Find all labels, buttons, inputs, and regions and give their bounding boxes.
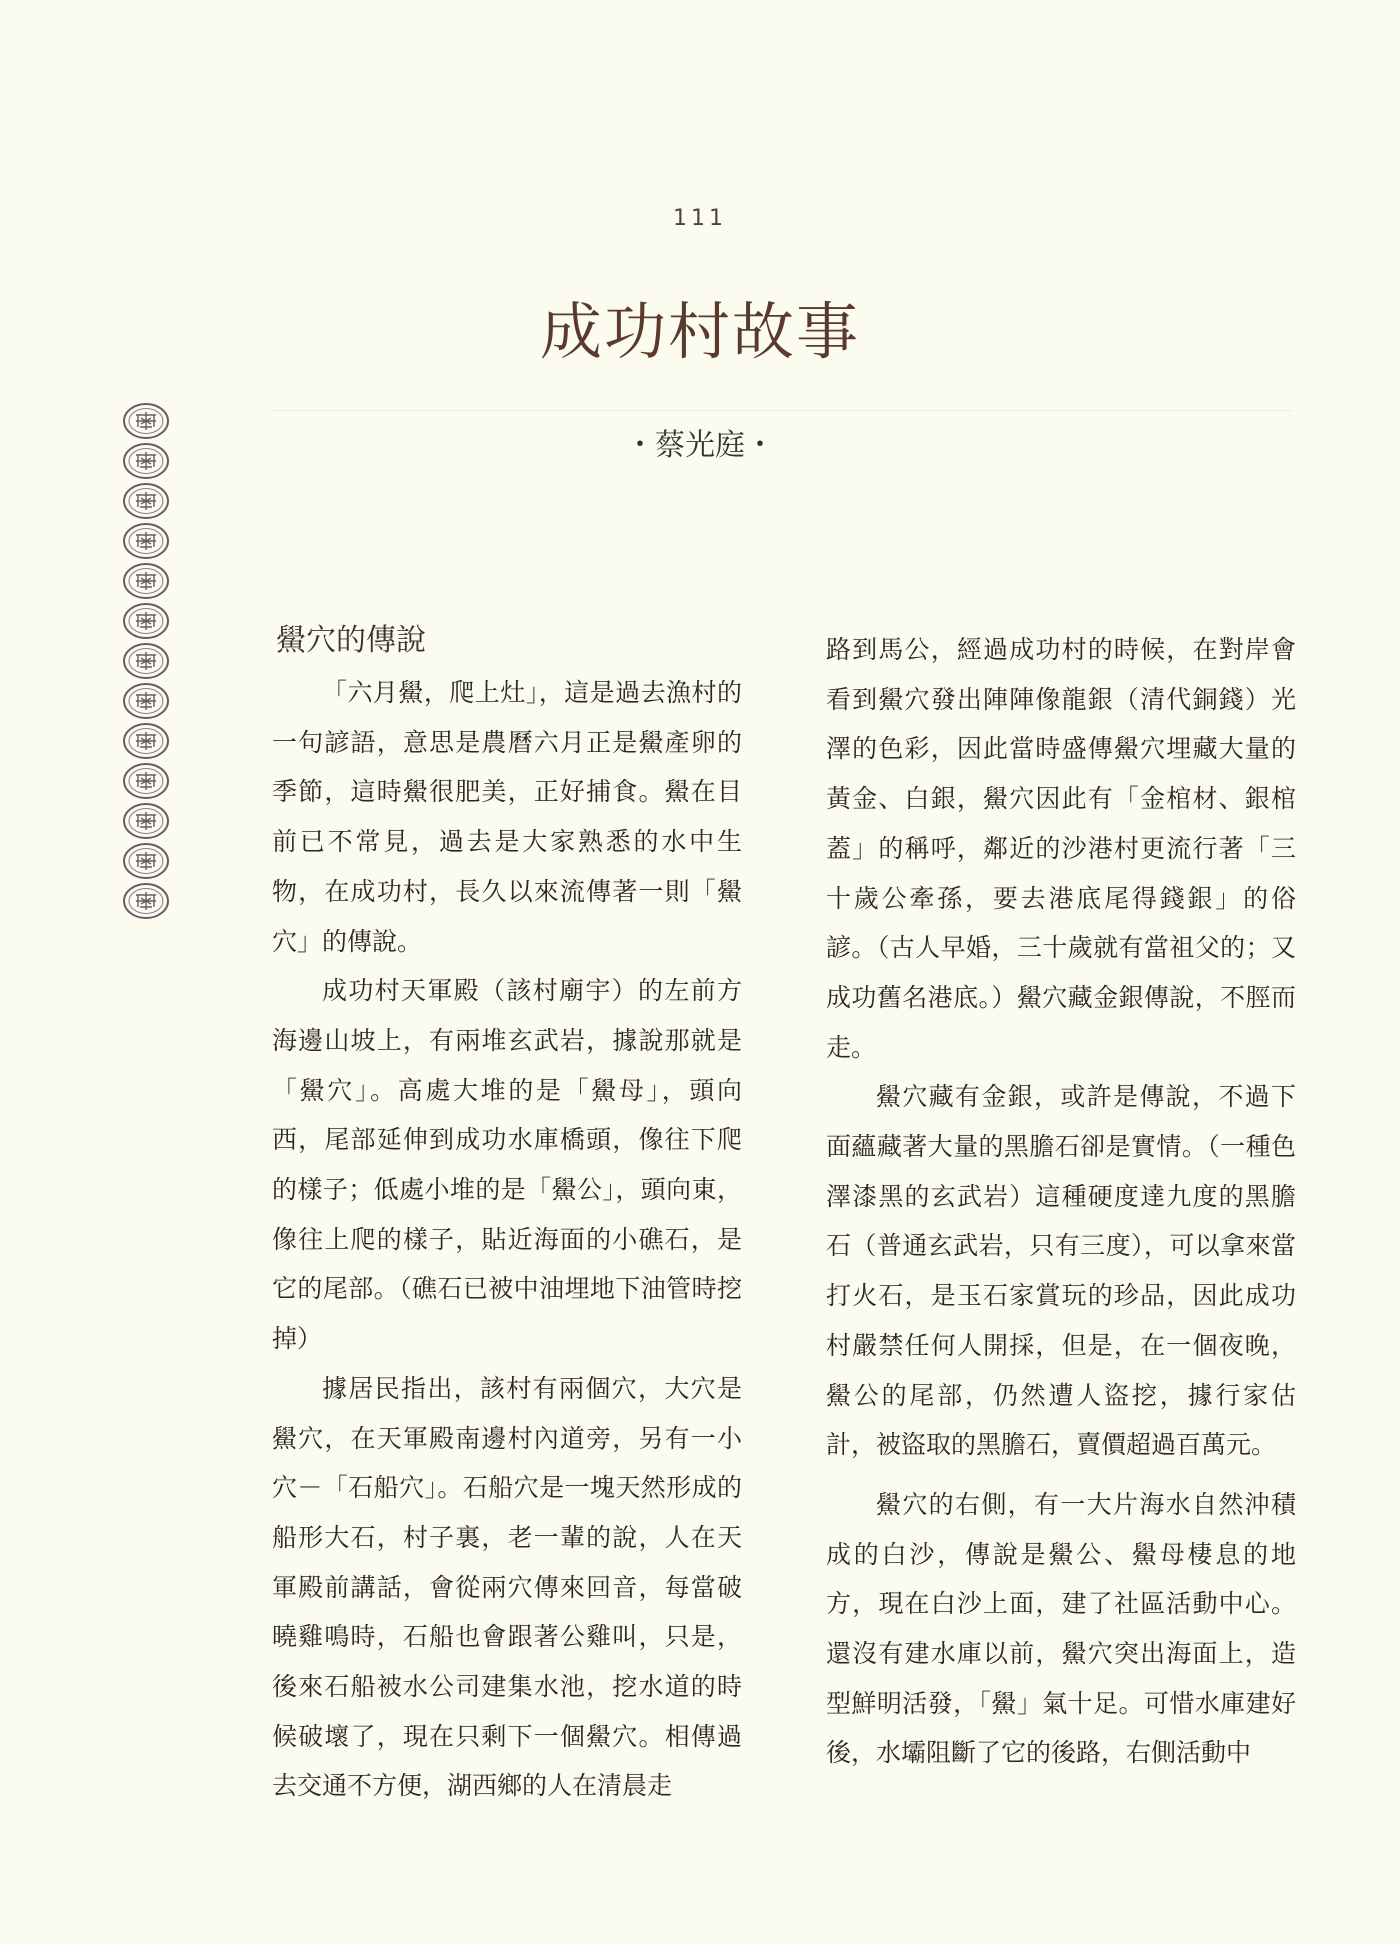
left-column <box>272 616 742 1811</box>
seal-ornament-icon <box>122 602 170 640</box>
seal-ornament-icon <box>122 682 170 720</box>
paragraph: 鱟穴藏有金銀，或許是傳說，不過下面蘊藏著大量的黑膽石卻是實情。（一種色澤漆黑的玄武岩）這種硬度達九度的黑膽石（普通玄武岩，只有三度），可以拿來當打火石，是玉石家賞玩的珍品，因此成功村嚴禁任何人開採，但是，在一個夜晚，鱟公的尾部，仍然遭人盜挖，據行家估計，被盜取的黑膽石，賣價超過百萬元。 <box>826 1082 1296 1460</box>
seal-ornament-icon <box>122 482 170 520</box>
title-rule <box>272 410 1292 411</box>
author-name: ・蔡光庭・ <box>625 428 775 463</box>
seal-ornament-icon <box>122 882 170 920</box>
paragraph: 據居民指出，該村有兩個穴，大穴是鱟穴，在天軍殿南邊村內道旁，另有一小穴－「石船穴」。石船穴是一塊天然形成的船形大石，村子裏，老一輩的說，人在天軍殿前講話，會從兩穴傳來回音，每當破曉雞鳴時，石船也會跟著公雞叫，只是，後來石船被水公司建集水池，挖水道的時候破壞了，現在只剩下一個鱟穴。相傳過去交通不方便，湖西鄉的人在清晨走 <box>272 1373 742 1801</box>
seal-decoration-column <box>122 402 172 922</box>
paragraph: 「六月鱟，爬上灶」，這是過去漁村的一句諺語，意思是農曆六月正是鱟產卵的季節，這時鱟很肥美，正好捕食。鱟在目前已不常見，過去是大家熟悉的水中生物，在成功村，長久以來流傳著一則「鱟穴」的傳說。 <box>272 678 742 956</box>
seal-ornament-icon <box>122 642 170 680</box>
right-column <box>826 625 1296 1778</box>
seal-ornament-icon <box>122 522 170 560</box>
paragraph: 鱟穴的右側，有一大片海水自然沖積成的白沙，傳說是鱟公、鱟母棲息的地方，現在白沙上面，建了社區活動中心。還沒有建水庫以前，鱟穴突出海面上，造型鮮明活發，「鱟」氣十足。可惜水庫建好後，水壩阻斷了它的後路，右側活動中 <box>826 1489 1296 1768</box>
page-number: 111 <box>673 206 727 231</box>
seal-ornament-icon <box>122 762 170 800</box>
paragraph-continuation: 路到馬公，經過成功村的時候，在對岸會看到鱟穴發出陣陣像龍銀（清代銅錢）光澤的色彩，因此當時盛傳鱟穴埋藏大量的黃金、白銀，鱟穴因此有「金棺材、銀棺蓋」的稱呼，鄰近的沙港村更流行著「三十歲公牽孫，要去港底尾得錢銀」的俗諺。（古人早婚，三十歲就有當祖父的；又成功舊名港底。）鱟穴藏金銀傳說，不脛而走。 <box>826 635 1296 1062</box>
paragraph: 成功村天軍殿（該村廟宇）的左前方海邊山坡上，有兩堆玄武岩，據說那就是「鱟穴」。高處大堆的是「鱟母」，頭向西，尾部延伸到成功水庫橋頭，像往下爬的樣子；低處小堆的是「鱟公」，頭向東，像往上爬的樣子，貼近海面的小礁石，是它的尾部。（礁石已被中油埋地下油管時挖掉） <box>272 976 742 1354</box>
seal-ornament-icon <box>122 562 170 600</box>
seal-ornament-icon <box>122 722 170 760</box>
seal-ornament-icon <box>122 402 170 440</box>
seal-ornament-icon <box>122 442 170 480</box>
seal-ornament-icon <box>122 802 170 840</box>
article-title: 成功村故事 <box>539 295 860 368</box>
section-heading: 鱟穴的傳說 <box>276 623 426 658</box>
seal-ornament-icon <box>122 842 170 880</box>
